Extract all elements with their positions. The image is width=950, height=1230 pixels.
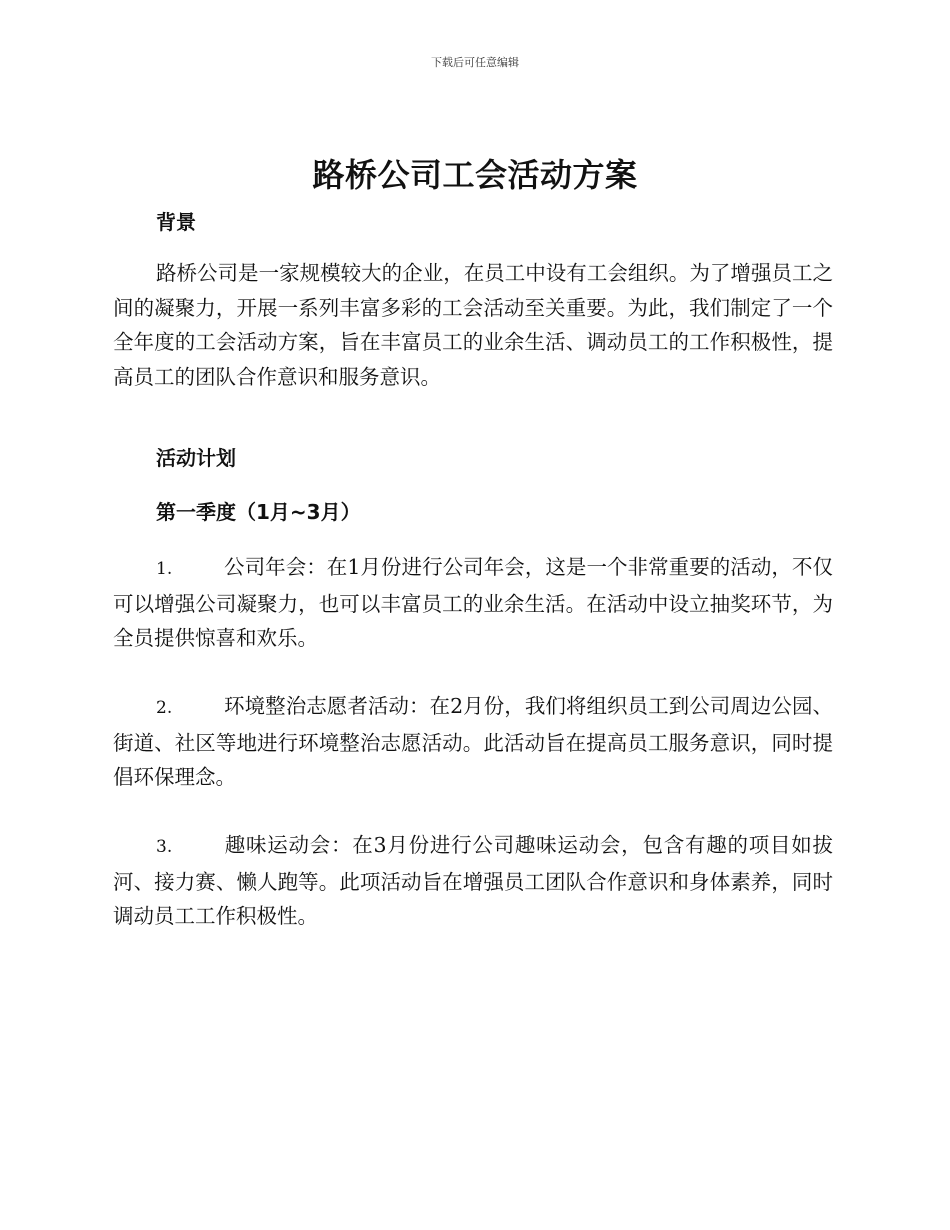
list-item-number: 1. (156, 559, 173, 579)
list-item (113, 828, 833, 934)
list-item (113, 550, 833, 656)
header-note: 下载后可任意编辑 (431, 56, 519, 69)
section-heading-background: 背景 (156, 210, 196, 234)
list-item-number: 3. (156, 837, 173, 857)
list-item-text: 趣味运动会：在3月份进行公司趣味运动会，包含有趣的项目如拔河、接力赛、懒人跑等。此项活动旨在增强员工团队合作意识和身体素养，同时调动员工工作积极性。 (113, 833, 833, 928)
section-heading-plan: 活动计划 (156, 446, 236, 470)
background-paragraph: 路桥公司是一家规模较大的企业，在员工中设有工会组织。为了增强员工之间的凝聚力，开展一系列丰富多彩的工会活动至关重要。为此，我们制定了一个全年度的工会活动方案，旨在丰富员工的业余生活、调动员工的工作积极性，提高员工的团队合作意识和服务意识。 (113, 261, 833, 389)
list-item-text: 环境整治志愿者活动：在2月份，我们将组织员工到公司周边公园、街道、社区等地进行环境整治志愿活动。此活动旨在提高员工服务意识，同时提倡环保理念。 (113, 694, 833, 789)
list-item-text: 公司年会：在1月份进行公司年会，这是一个非常重要的活动，不仅可以增强公司凝聚力，也可以丰富员工的业余生活。在活动中设立抽奖环节，为全员提供惊喜和欢乐。 (113, 555, 833, 650)
subsection-heading-quarter1: 第一季度（1月~3月） (156, 500, 361, 524)
list-item (113, 689, 833, 795)
list-item-number: 2. (156, 698, 173, 718)
document-title: 路桥公司工会活动方案 (312, 156, 638, 194)
